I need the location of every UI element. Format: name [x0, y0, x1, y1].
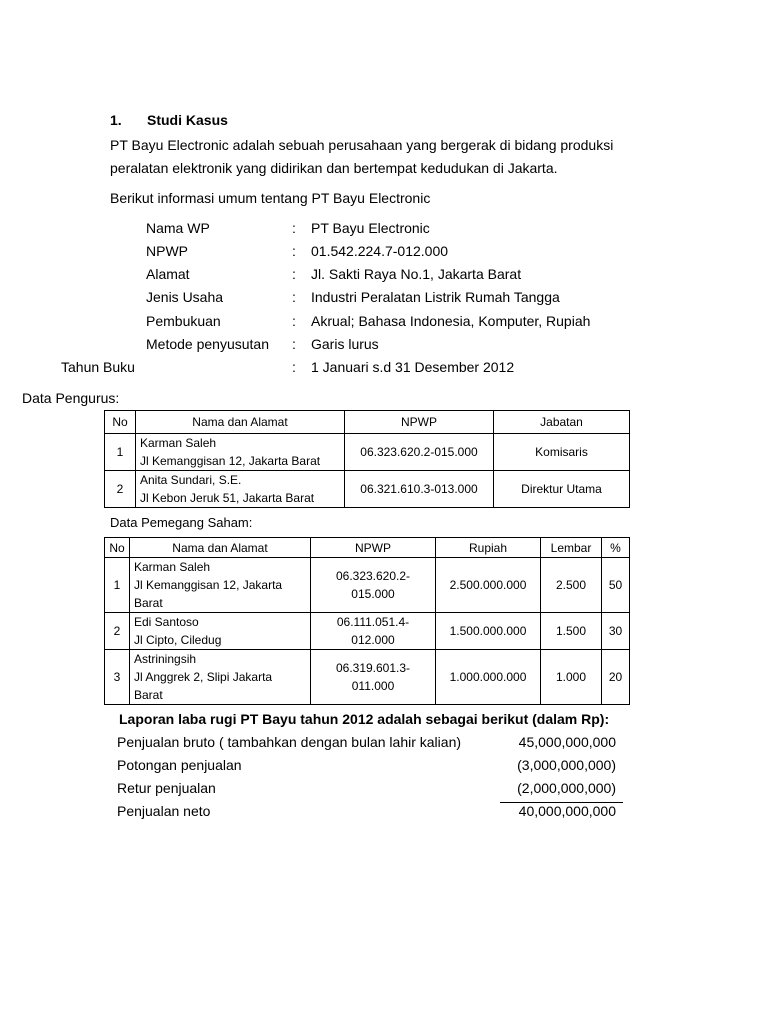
- header-cell-jabatan: Jabatan: [494, 411, 630, 434]
- intro-line-2: peralatan elektronik yang didirikan dan bertempat kedudukan di Jakarta.: [110, 160, 558, 176]
- info-value-metode-penyusutan: Garis lurus: [311, 336, 379, 352]
- cell-nama-alamat: [136, 471, 345, 508]
- info-colon: :: [292, 220, 296, 236]
- cell-lembar: 1.000: [541, 650, 602, 705]
- cell-nama-alamat: [130, 558, 311, 613]
- cell-address-cont: Barat: [134, 688, 163, 702]
- header-cell-nama: Nama dan Alamat: [130, 538, 311, 558]
- laporan-value-retur: (2,000,000,000): [517, 780, 616, 796]
- table-row: [105, 613, 630, 650]
- cell-nama-alamat: [130, 650, 311, 705]
- cell-name: Astriningsih: [134, 652, 197, 666]
- info-colon: :: [292, 289, 296, 305]
- table-header-row: [105, 538, 630, 558]
- saham-table: [104, 537, 630, 705]
- info-value-pembukuan: Akrual; Bahasa Indonesia, Komputer, Rupiah: [311, 313, 591, 329]
- info-value-jenis-usaha: Industri Peralatan Listrik Rumah Tangga: [311, 289, 560, 305]
- info-colon: :: [292, 359, 296, 375]
- cell-address: Jl Cipto, Ciledug: [134, 633, 222, 647]
- cell-npwp: [311, 650, 436, 705]
- info-label-tahun-buku: Tahun Buku: [61, 359, 135, 375]
- info-colon: :: [292, 243, 296, 259]
- info-colon: :: [292, 266, 296, 282]
- info-colon: :: [292, 313, 296, 329]
- laporan-label-penjualan-neto: Penjualan neto: [117, 803, 211, 819]
- saham-title: Data Pemegang Saham:: [110, 515, 253, 530]
- cell-no: 3: [105, 650, 130, 705]
- cell-npwp: [311, 558, 436, 613]
- cell-name: Karman Saleh: [140, 436, 217, 450]
- cell-no: 2: [105, 613, 130, 650]
- cell-address-cont: Barat: [134, 596, 163, 610]
- cell-address: Jl Kemanggisan 12, Jakarta: [134, 578, 283, 592]
- header-cell-percent: %: [602, 538, 630, 558]
- info-intro: Berikut informasi umum tentang PT Bayu Electronic: [110, 190, 431, 206]
- header-cell-lembar: Lembar: [541, 538, 602, 558]
- table-header-row: [105, 411, 630, 434]
- laporan-label-retur: Retur penjualan: [117, 780, 216, 796]
- info-value-tahun-buku: 1 Januari s.d 31 Desember 2012: [311, 359, 515, 375]
- header-cell-no: No: [105, 411, 136, 434]
- cell-npwp-part1: 06.323.620.2-: [335, 569, 411, 583]
- cell-name: Karman Saleh: [134, 560, 211, 574]
- cell-address: Jl Anggrek 2, Slipi Jakarta: [134, 670, 273, 684]
- info-label-alamat: Alamat: [146, 266, 190, 282]
- cell-npwp: 06.323.620.2-015.000: [345, 434, 494, 471]
- cell-lembar: 2.500: [541, 558, 602, 613]
- intro-line-1: PT Bayu Electronic adalah sebuah perusahaan yang bergerak di bidang produksi: [110, 137, 614, 153]
- info-value-alamat: Jl. Sakti Raya No.1, Jakarta Barat: [311, 266, 522, 282]
- cell-npwp-part2: 015.000: [351, 587, 395, 601]
- cell-npwp-part1: 06.319.601.3-: [335, 661, 411, 675]
- cell-rupiah: 1.500.000.000: [436, 613, 541, 650]
- section-number: 1.: [110, 112, 122, 128]
- cell-name: Edi Santoso: [134, 615, 199, 629]
- cell-npwp-part1: 06.111.051.4-: [336, 615, 410, 629]
- cell-no: 1: [105, 558, 130, 613]
- cell-lembar: 1.500: [541, 613, 602, 650]
- cell-rupiah: 2.500.000.000: [436, 558, 541, 613]
- cell-nama-alamat: [136, 434, 345, 471]
- laporan-value-potongan: (3,000,000,000): [517, 757, 616, 773]
- cell-no: 2: [105, 471, 136, 508]
- header-cell-no: No: [105, 538, 130, 558]
- info-colon: :: [292, 336, 296, 352]
- cell-percent: 20: [602, 650, 630, 705]
- table-row: [105, 434, 630, 471]
- cell-jabatan: Direktur Utama: [494, 471, 630, 508]
- header-cell-rupiah: Rupiah: [436, 538, 541, 558]
- header-cell-npwp: NPWP: [311, 538, 436, 558]
- table-row: [105, 471, 630, 508]
- pengurus-title: Data Pengurus:: [22, 390, 120, 406]
- info-value-nama-wp: PT Bayu Electronic: [311, 220, 430, 236]
- info-label-metode-penyusutan: Metode penyusutan: [146, 336, 269, 352]
- laporan-value-penjualan-neto: 40,000,000,000: [518, 803, 616, 819]
- cell-no: 1: [105, 434, 136, 471]
- info-label-jenis-usaha: Jenis Usaha: [146, 289, 224, 305]
- info-label-nama-wp: Nama WP: [146, 220, 210, 236]
- laporan-label-penjualan-bruto: Penjualan bruto ( tambahkan dengan bulan lahir kalian): [117, 734, 462, 750]
- cell-npwp-part2: 012.000: [351, 633, 395, 647]
- header-cell-nama: Nama dan Alamat: [136, 411, 345, 434]
- pengurus-table: [104, 410, 630, 508]
- info-label-pembukuan: Pembukuan: [146, 313, 221, 329]
- cell-address: Jl Kemanggisan 12, Jakarta Barat: [140, 454, 321, 468]
- info-value-npwp: 01.542.224.7-012.000: [311, 243, 449, 259]
- info-label-npwp: NPWP: [146, 243, 188, 259]
- cell-rupiah: 1.000.000.000: [436, 650, 541, 705]
- laporan-value-penjualan-bruto: 45,000,000,000: [518, 734, 616, 750]
- cell-jabatan: Komisaris: [494, 434, 630, 471]
- laporan-title: Laporan laba rugi PT Bayu tahun 2012 adalah sebagai berikut (dalam Rp):: [119, 711, 610, 727]
- section-title: Studi Kasus: [147, 112, 228, 128]
- cell-npwp: [311, 613, 436, 650]
- cell-npwp-part2: 011.000: [351, 679, 395, 693]
- table-row: [105, 650, 630, 705]
- cell-npwp: 06.321.610.3-013.000: [345, 471, 494, 508]
- laporan-label-potongan: Potongan penjualan: [117, 757, 242, 773]
- cell-address: Jl Kebon Jeruk 51, Jakarta Barat: [140, 491, 315, 505]
- table-row: [105, 558, 630, 613]
- cell-nama-alamat: [130, 613, 311, 650]
- cell-percent: 30: [602, 613, 630, 650]
- header-cell-npwp: NPWP: [345, 411, 494, 434]
- cell-percent: 50: [602, 558, 630, 613]
- cell-name: Anita Sundari, S.E.: [140, 473, 242, 487]
